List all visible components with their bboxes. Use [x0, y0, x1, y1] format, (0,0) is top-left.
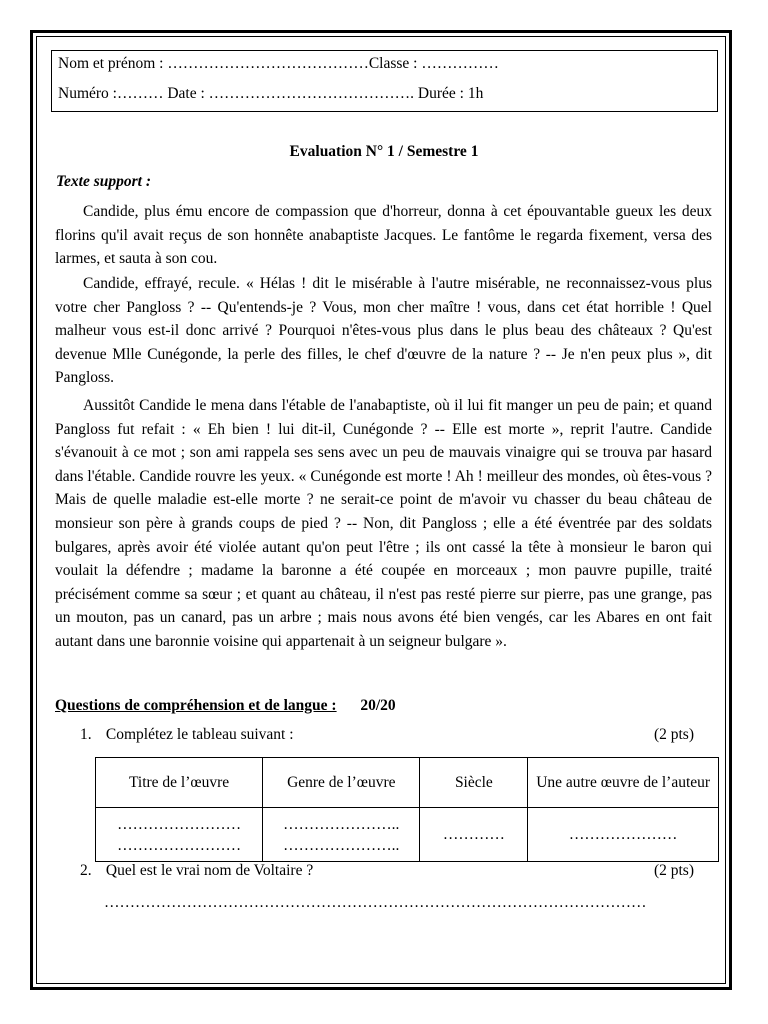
- question-text: Quel est le vrai nom de Voltaire ?: [105, 862, 314, 879]
- student-info-box: [51, 50, 718, 112]
- oeuvre-table: [95, 757, 719, 862]
- paragraph-3: Aussitôt Candide le mena dans l'étable de l'anabaptiste, où il lui fit manger un peu de pain; et quand Pangloss fut refait : « Eh bien ! lui dit-il, Cunégonde ? -- Elle est morte », reprit l'autre. Candide s'évanouit à ce mot ; son ami rappela ses sens avec un peu de mauvais vinaigre qui se trouva par hasard dans l'étable. Candide rouvre les yeux. « Cunégonde est morte ! Ah ! meilleur des mondes, où êtes-vous ? Mais de quelle maladie est-elle morte ? ne serait-ce point de m'avoir vu chasser du beau château de monsieur son père à grands coups de pied ? -- Non, dit Pangloss ; elle a été éventrée par des soldats bulgares, après avoir été violée autant qu'on peut l'être ; ils ont cassé la tête à monsieur le baron qui voulait la défendre ; madame la baronne a été coupée en morceaux ; mon pauvre pupille, traité précisément comme sa sœur ; et quant au château, il n'est pas resté pierre sur pierre, pas une grange, pas un mouton, pas un canard, pas un arbre ; mais nous avons été bien vengés, car les Abares en ont fait autant dans une baronnie voisine qui appartenait à un seigneur bulgare ».: [55, 397, 712, 650]
- paragraph-2: Candide, effrayé, recule. « Hélas ! dit le misérable à l'autre misérable, ne reconnaissez-vous plus votre cher Pangloss ? -- Qu'entends-je ? Vous, mon cher maître ! vous, dans cet état horrible ! Quel malheur vous est-il donc arrivé ? Pourquoi n'êtes-vous plus dans le plus beau des châteaux ? Qu'est devenue Mlle Cunégonde, la perle des filles, le chef d'œuvre de la nature ? -- Je n'en peux plus », dit Pangloss.: [55, 275, 712, 387]
- answer-cell[interactable]: …………………… ……………………: [96, 808, 263, 862]
- number-date-duration-line: Numéro :……… Date : …………………………………. Durée : 1h: [58, 85, 484, 102]
- question-number: 2.: [80, 862, 92, 879]
- table-header-row: [96, 758, 719, 808]
- question-2: [80, 862, 694, 880]
- question-number: 1.: [80, 726, 92, 743]
- texte-support-label: Texte support :: [56, 173, 152, 190]
- questions-total: 20/20: [360, 697, 396, 714]
- page-title: Evaluation N° 1 / Semestre 1: [289, 143, 479, 160]
- answer-cell[interactable]: ………………….. …………………..: [263, 808, 420, 862]
- question-points: (2 pts): [653, 862, 694, 879]
- answer-line[interactable]: ……………………………………………………………………………………………: [104, 894, 647, 911]
- answer-cell[interactable]: …………: [420, 808, 528, 862]
- table-header-cell: Siècle: [420, 758, 528, 808]
- questions-heading: [55, 697, 396, 715]
- answer-cell[interactable]: …………………: [528, 808, 719, 862]
- table-header-cell: Titre de l’œuvre: [96, 758, 263, 808]
- question-points: (2 pts): [653, 726, 694, 743]
- question-text: Complétez le tableau suivant :: [105, 726, 294, 743]
- table-row: [96, 808, 719, 862]
- table-header-cell: Une autre œuvre de l’auteur: [528, 758, 719, 808]
- paragraph-1: Candide, plus ému encore de compassion que d'horreur, donna à cet épouvantable gueux les deux florins qu'il avait reçus de son honnête anabaptiste Jacques. Le fantôme le regarda fixement, versa des larmes, et sauta à son cou.: [55, 203, 712, 268]
- question-1: [80, 726, 694, 744]
- questions-heading-label: Questions de compréhension et de langue :: [55, 697, 337, 714]
- table-header-cell: Genre de l’œuvre: [263, 758, 420, 808]
- name-class-line: Nom et prénom : …………………………………Classe : ……………: [58, 55, 499, 72]
